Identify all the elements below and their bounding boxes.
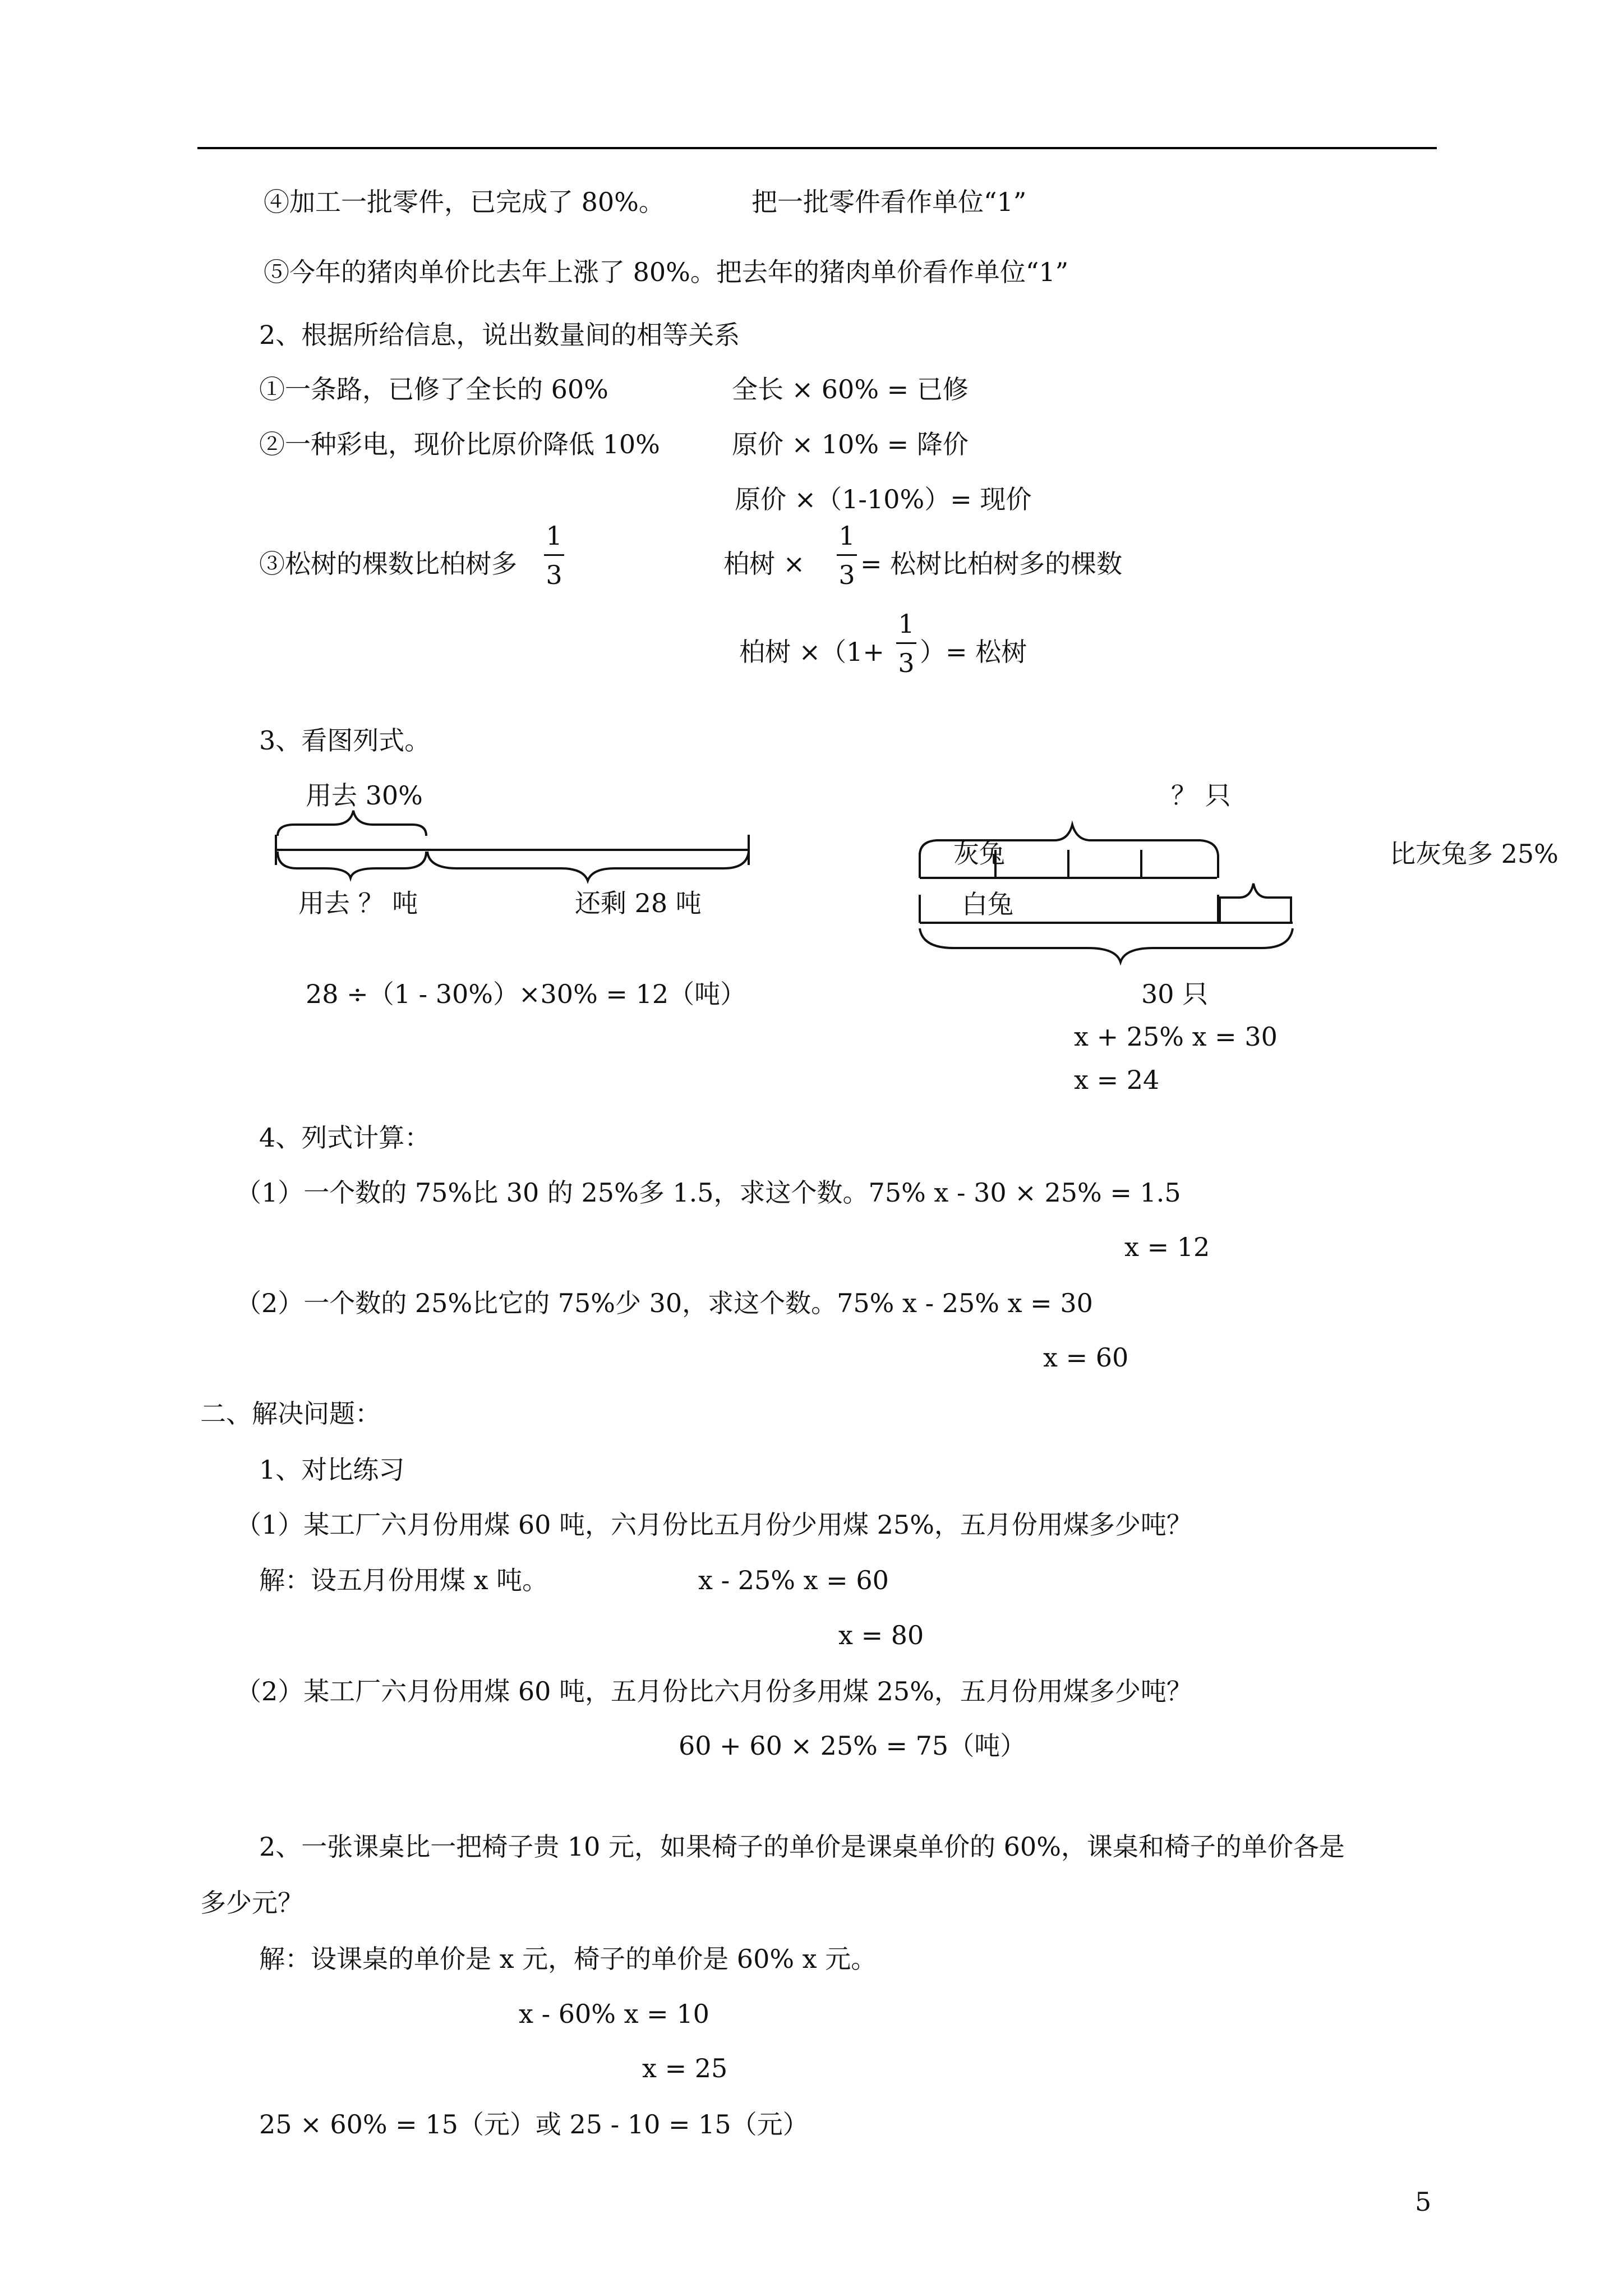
q2-item3-eq2-suffix: ）= 松树: [920, 637, 1027, 667]
q2-item2-eq2: 原价 ×（1-10%）= 现价: [735, 484, 1032, 514]
q2-item3-eq2-frac-den: 3: [898, 648, 915, 678]
left-diagram-used-label: 用去 ？ 吨: [298, 888, 418, 918]
section2-q2-eq: x - 60% x = 10: [519, 1999, 709, 2029]
q2-item3-eq1-suffix: = 松树比柏树多的棵数: [860, 549, 1123, 579]
q4-item1-answer: x = 12: [1124, 1232, 1210, 1262]
page-number: 5: [1415, 2187, 1432, 2217]
q2-item1-eq: 全长 × 60% = 已修: [732, 374, 969, 404]
q2-item3-eq1-prefix: 柏树 ×: [723, 549, 805, 579]
section2-title: 二、解决问题：: [200, 1398, 381, 1429]
left-diagram-remaining-label: 还剩 28 吨: [575, 888, 702, 918]
q4-item2-answer: x = 60: [1043, 1342, 1129, 1373]
more-than-gray-label: 比灰兔多 25%: [1390, 839, 1559, 869]
q2-item3-frac-num: 1: [546, 521, 562, 551]
q3-title: 3、看图列式。: [259, 725, 431, 756]
q2-title: 2、根据所给信息，说出数量间的相等关系: [259, 320, 740, 350]
q2-item3-eq2-frac-num: 1: [898, 609, 915, 639]
left-diagram-top-label: 用去 30%: [306, 780, 423, 811]
q4-item1-text: （1）一个数的 75%比 30 的 25%多 1.5，求这个数。75% x - 30 × 25% = 1.5: [236, 1177, 1181, 1208]
right-diagram-eq1: x + 25% x = 30: [1074, 1022, 1278, 1052]
section2-q1-item1-solution: 解：设五月份用煤 x 吨。: [259, 1565, 548, 1595]
q4-title: 4、列式计算：: [259, 1122, 431, 1153]
q1-item4-note: 把一批零件看作单位“1”: [751, 187, 1027, 217]
q2-item2-eq1: 原价 × 10% = 降价: [732, 429, 969, 459]
section2-q1-item2-text: （2）某工厂六月份用煤 60 吨，五月份比六月份多用煤 25%，五月份用煤多少吨？: [236, 1676, 1192, 1706]
section2-q2-line1: 2、一张课桌比一把椅子贵 10 元，如果椅子的单价是课桌单价的 60%，课桌和椅子的单价各是: [259, 1832, 1345, 1862]
white-rabbit-label: 白兔: [962, 889, 1013, 919]
section2-q1-item1-eq: x - 25% x = 60: [698, 1565, 889, 1595]
q2-item3-eq2-prefix: 柏树 ×（1+: [739, 637, 884, 667]
section2-q2-final: 25 × 60% = 15（元）或 25 - 10 = 15（元）: [259, 2109, 809, 2139]
q2-item3-text: ③松树的棵数比柏树多: [259, 549, 517, 579]
gray-rabbit-label: 灰兔: [953, 839, 1005, 869]
q2-item2-text: ②一种彩电，现价比原价降低 10%: [259, 429, 660, 459]
right-diagram-total: 30 只: [1141, 979, 1209, 1009]
left-diagram-equation: 28 ÷（1 - 30%）×30% = 12（吨）: [306, 979, 746, 1009]
extra-brace: [1220, 884, 1291, 923]
section2-q1-item1-answer: x = 80: [838, 1620, 924, 1650]
section2-q2-solution: 解：设课桌的单价是 x 元，椅子的单价是 60% x 元。: [259, 1944, 877, 1974]
q4-item2-text: （2）一个数的 25%比它的 75%少 30，求这个数。75% x - 25% x = 30: [236, 1288, 1093, 1318]
q1-item4-text: ④加工一批零件，已完成了 80%。: [264, 187, 665, 217]
q2-item1-text: ①一条路，已修了全长的 60%: [259, 374, 608, 404]
right-diagram-question: ？ 只: [1171, 780, 1231, 811]
q1-item5-text: ⑤今年的猪肉单价比去年上涨了 80%。把去年的猪肉单价看作单位“1”: [264, 257, 1069, 287]
total-brace: [920, 928, 1293, 962]
left-brace-remaining: [427, 852, 749, 881]
section2-q2-line2: 多少元？: [200, 1888, 303, 1918]
right-diagram-eq2: x = 24: [1074, 1065, 1160, 1095]
q2-item3-eq1-frac-num: 1: [838, 521, 855, 551]
section2-q1-item2-eq: 60 + 60 × 25% = 75（吨）: [679, 1731, 1026, 1761]
section2-q2-answer: x = 25: [642, 2053, 728, 2083]
q2-item3-eq1-frac-den: 3: [838, 560, 855, 590]
q2-item3-frac-den: 3: [546, 560, 562, 590]
section2-q1-item1-text: （1）某工厂六月份用煤 60 吨，六月份比五月份少用煤 25%，五月份用煤多少吨？: [236, 1510, 1192, 1540]
left-brace-top: [278, 811, 426, 836]
left-brace-used: [278, 852, 426, 878]
section2-q1-title: 1、对比练习: [259, 1455, 405, 1485]
